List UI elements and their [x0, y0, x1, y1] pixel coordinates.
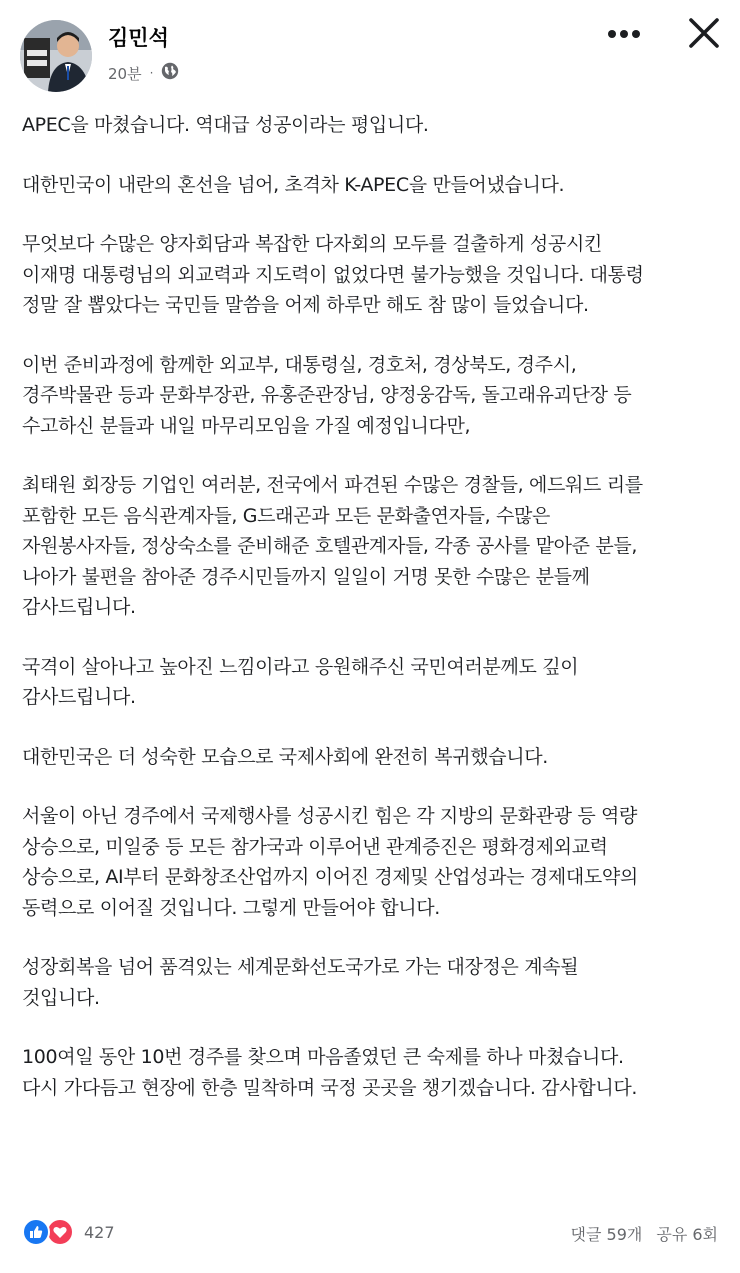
- post-paragraph: [22, 742, 718, 773]
- post-text-line: 경주박물관 등과 문화부장관, 유홍준관장님, 양정웅감독, 돌고래유괴단장 등: [22, 384, 632, 406]
- post-paragraph: [22, 801, 718, 923]
- engagement-stats: [571, 1222, 718, 1245]
- post-header: [0, 0, 740, 100]
- post-text-line: 서울이 아닌 경주에서 국제행사를 성공시킨 힘은 각 지방의 문화관광 등 역량: [22, 805, 638, 827]
- post-text-line: APEC을 마쳤습니다. 역대급 성공이라는 평입니다.: [22, 114, 429, 136]
- post-paragraph: [22, 952, 718, 1013]
- post-text-line: 상승으로, AI부터 문화창조산업까지 이어진 경제및 산업성과는 경제대도약의: [22, 866, 638, 888]
- post-text-line: 자원봉사자들, 정상숙소를 준비해준 호텔관계자들, 각종 공사를 맡아준 분들,: [22, 535, 638, 557]
- post-paragraph: [22, 170, 718, 201]
- post-text-line: 성장회복을 넘어 품격있는 세계문화선도국가로 가는 대장정은 계속될: [22, 956, 579, 978]
- avatar-photo: [20, 20, 92, 92]
- close-button[interactable]: [681, 13, 727, 53]
- avatar[interactable]: [20, 20, 92, 92]
- post-paragraph: [22, 1042, 718, 1103]
- post-time[interactable]: 20분: [108, 64, 142, 83]
- reactions-summary[interactable]: [22, 1218, 115, 1246]
- globe-icon: [161, 62, 179, 84]
- post-text-line: 것입니다.: [22, 986, 100, 1009]
- post-text-line: 감사드립니다.: [22, 686, 136, 708]
- post-footer: [0, 1212, 740, 1252]
- post-paragraph: [22, 110, 718, 141]
- post-text-line: 최태원 회장등 기업인 여러분, 전국에서 파견된 수많은 경찰들, 에드워드 리를: [22, 474, 643, 496]
- post-text-line: 감사드립니다.: [22, 596, 136, 618]
- post-paragraph: [22, 229, 718, 321]
- post-body: [0, 100, 740, 1103]
- post-text-line: 다시 가다듬고 현장에 한층 밀착하며 국정 곳곳을 챙기겠습니다. 감사합니다.: [22, 1076, 638, 1099]
- post-text-line: 100여일 동안 10번 경주를 찾으며 마음졸였던 큰 숙제를 하나 마쳤습니다.: [22, 1046, 624, 1068]
- post-paragraph: [22, 350, 718, 442]
- love-icon: [46, 1218, 74, 1246]
- meta-separator: ·: [149, 66, 154, 80]
- close-icon: [688, 17, 720, 49]
- post-text-line: 대한민국은 더 성숙한 모습으로 국제사회에 완전히 복귀했습니다.: [22, 745, 548, 768]
- author-name[interactable]: 김민석: [108, 26, 169, 50]
- like-icon: [22, 1218, 50, 1246]
- post-paragraph: [22, 470, 718, 623]
- share-count[interactable]: 공유 6회: [656, 1225, 718, 1244]
- more-options-button[interactable]: [598, 18, 650, 50]
- post-text-line: 포함한 모든 음식관계자들, G드래곤과 모든 문화출연자들, 수많은: [22, 504, 550, 527]
- post-text-line: 상승으로, 미일중 등 모든 참가국과 이루어낸 관계증진은 평화경제외교력: [22, 835, 608, 858]
- post-text-line: 국격이 살아나고 높아진 느낌이라고 응원해주신 국민여러분께도 깊이: [22, 655, 579, 678]
- post-text-line: 무엇보다 수많은 양자회담과 복잡한 다자회의 모두를 걸출하게 성공시킨: [22, 233, 602, 255]
- post-text-line: 대한민국이 내란의 혼선을 넘어, 초격차 K-APEC을 만들어냈습니다.: [22, 173, 565, 196]
- more-horizontal-icon: [607, 29, 641, 39]
- reaction-count: 427: [84, 1222, 115, 1242]
- post-meta: [108, 62, 179, 84]
- post-paragraph: [22, 652, 718, 713]
- post-text-line: 이번 준비과정에 함께한 외교부, 대통령실, 경호처, 경상북도, 경주시,: [22, 353, 577, 376]
- comment-count[interactable]: 댓글 59개: [570, 1225, 643, 1244]
- post-text-line: 나아가 불편을 참아준 경주시민들까지 일일이 거명 못한 수많은 분들께: [22, 565, 590, 588]
- post-text-line: 동력으로 이어질 것입니다. 그렇게 만들어야 합니다.: [22, 896, 440, 919]
- post-text-line: 수고하신 분들과 내일 마무리모임을 가질 예정입니다만,: [22, 414, 471, 437]
- post-text-line: 정말 잘 뽑았다는 국민들 말씀을 어제 하루만 해도 참 많이 들었습니다.: [22, 294, 589, 316]
- post-text-line: 이재명 대통령님의 외교력과 지도력이 없었다면 불가능했을 것입니다. 대통령: [22, 263, 644, 286]
